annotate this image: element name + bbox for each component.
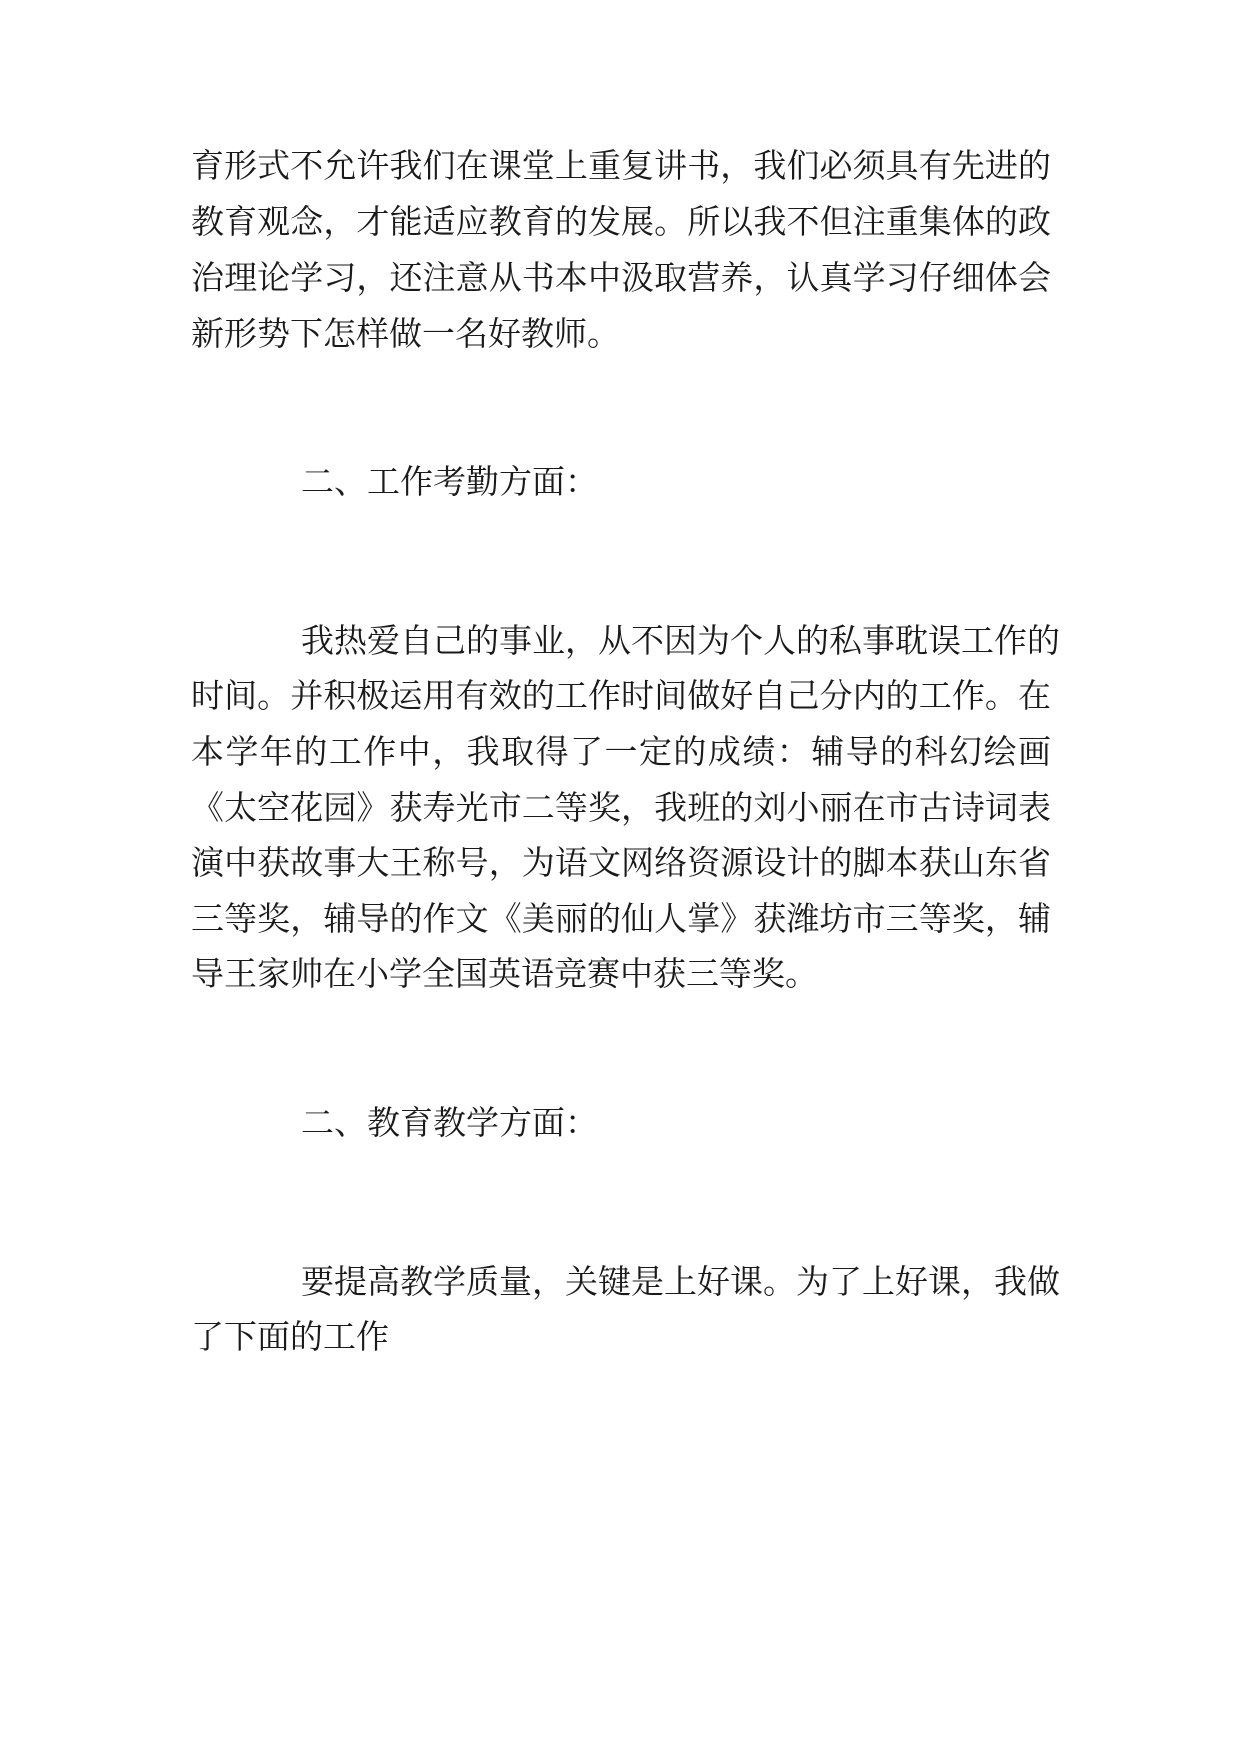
section-heading-attendance: 二、工作考勤方面：: [301, 462, 598, 501]
paragraph-line: 演中获故事大王称号，为语文网络资源设计的脚本获山东省: [191, 843, 1051, 882]
paragraph-line: 时间。并积极运用有效的工作时间做好自己分内的工作。在: [191, 676, 1051, 715]
paragraph-line: 《太空花园》获寿光市二等奖，我班的刘小丽在市古诗词表: [191, 788, 1051, 827]
paragraph-line: 我热爱自己的事业，从不因为个人的私事耽误工作的: [301, 621, 1060, 660]
paragraph-line: 新形势下怎样做一名好教师。: [191, 314, 620, 353]
paragraph-line: 育形式不允许我们在课堂上重复讲书，我们必须具有先进的: [191, 146, 1051, 185]
paragraph-line: 本学年的工作中，我取得了一定的成绩：辅导的科幻绘画: [191, 732, 1051, 771]
paragraph-line: 要提高教学质量，关键是上好课。为了上好课，我做: [301, 1262, 1060, 1301]
paragraph-line: 教育观念，才能适应教育的发展。所以我不但注重集体的政: [191, 202, 1051, 241]
paragraph-line: 治理论学习，还注意从书本中汲取营养，认真学习仔细体会: [191, 258, 1051, 297]
paragraph-line: 导王家帅在小学全国英语竞赛中获三等奖。: [191, 954, 818, 993]
paragraph-line: 三等奖，辅导的作文《美丽的仙人掌》获潍坊市三等奖，辅: [191, 899, 1051, 938]
paragraph-line: 了下面的工作: [191, 1317, 389, 1356]
section-heading-teaching: 二、教育教学方面：: [301, 1103, 598, 1142]
